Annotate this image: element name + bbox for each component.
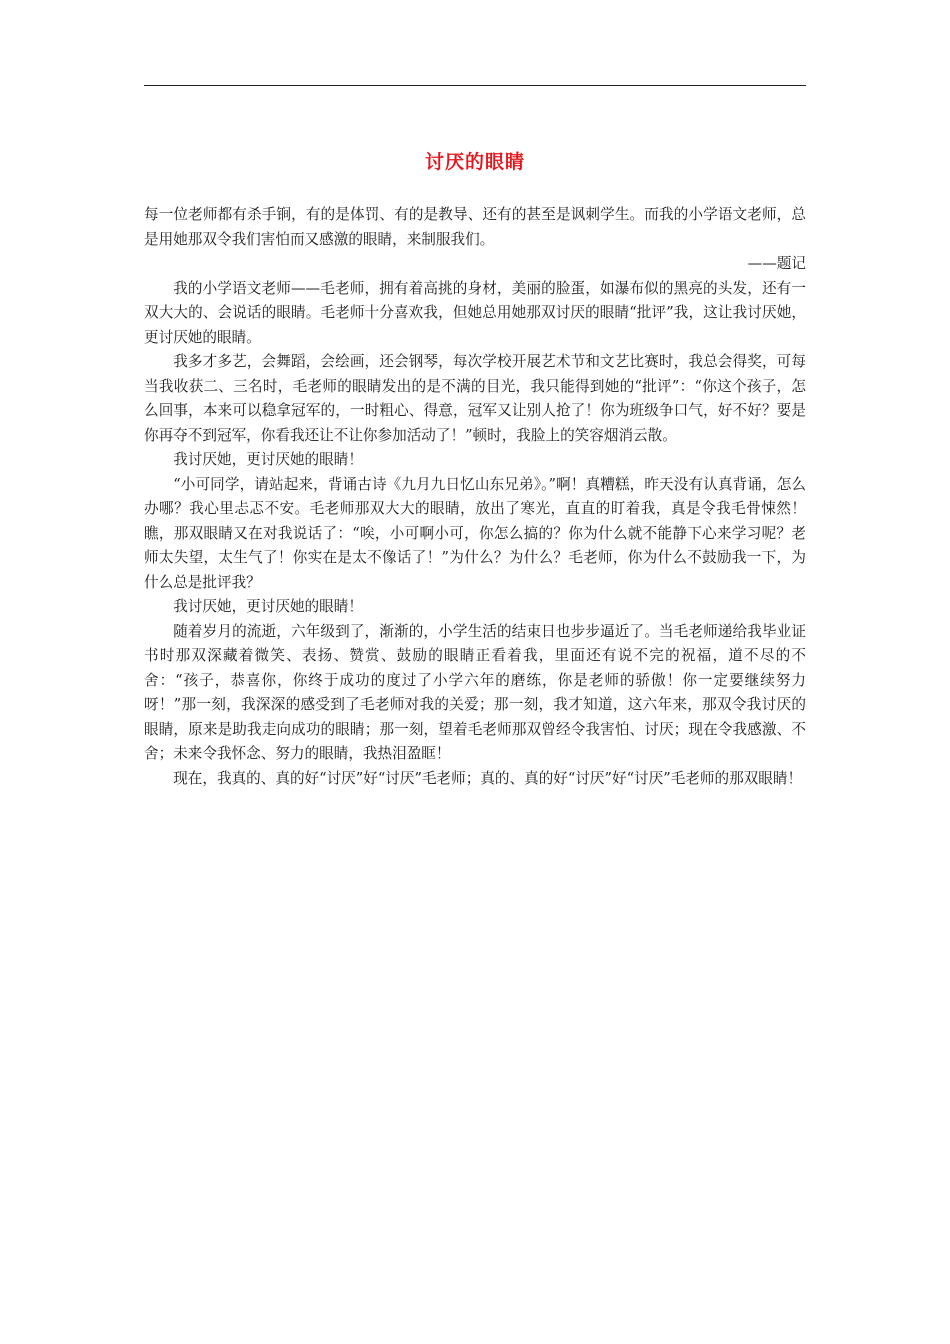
paragraph-2: 我多才多艺，会舞蹈，会绘画，还会钢琴，每次学校开展艺术节和文艺比赛时，我总会得奖，可每当我收获二、三名时，毛老师的眼睛发出的是不满的目光，我只能得到她的“批评”：“你这个孩子，怎么回事，本来可以稳拿冠军的，一时粗心、得意，冠军又让别人抢了！你为班级争口气，好不好？要是你再夺不到冠军，你看我还让不让你参加活动了！”顿时，我脸上的笑容烟消云散。: [144, 353, 806, 444]
article-body: [144, 203, 806, 791]
paragraph-5: 我讨厌她，更讨厌她的眼睛！: [173, 598, 363, 615]
article-title: 讨厌的眼睛: [424, 151, 525, 173]
paragraph-6: 随着岁月的流逝，六年级到了，渐渐的，小学生活的结束日也步步逼近了。当毛老师递给我毕业证书时那双深藏着微笑、表扬、赞赏、鼓励的眼睛正看着我，里面还有说不完的祝福，道不尽的不舍：“孩子，恭喜你，你终于成功的度过了小学六年的磨练，你是老师的骄傲！你一定要继续努力呀！”那一刻，我深深的感受到了毛老师对我的关爱；那一刻，我才知道，这六年来，那双令我讨厌的眼睛，原来是助我走向成功的眼睛；那一刻，望着毛老师那双曾经令我害怕、讨厌；现在令我感激、不舍；未来令我怀念、努力的眼睛，我热泪盈眶！: [144, 622, 806, 762]
paragraph-3: 我讨厌她，更讨厌她的眼睛！: [173, 451, 363, 468]
epigraph-signature: ——题记: [747, 255, 806, 272]
paragraph-4: “小可同学，请站起来，背诵古诗《九月九日忆山东兄弟》。”啊！真糟糕，昨天没有认真背诵，怎么办哪？我心里忐忑不安。毛老师那双大大的眼睛，放出了寒光，直直的盯着我，真是令我毛骨悚然！瞧，那双眼睛又在对我说话了：“唉，小可啊小可，你怎么搞的？你为什么就不能静下心来学习呢？老师太失望，太生气了！你实在是太不像话了！”为什么？为什么？毛老师，你为什么不鼓励我一下，为什么总是批评我？: [144, 475, 806, 591]
header-rule: [144, 85, 806, 86]
paragraph-1: 我的小学语文老师——毛老师，拥有着高挑的身材，美丽的脸蛋，如瀑布似的黑亮的头发，还有一双大大的、会说话的眼睛。毛老师十分喜欢我，但她总用她那双讨厌的眼睛“批评”我，这让我讨厌她，更讨厌她的眼睛。: [144, 279, 806, 346]
paragraph-7: 现在，我真的、真的好“讨厌”好“讨厌”毛老师；真的、真的好“讨厌”好“讨厌”毛老师的那双眼睛！: [173, 769, 803, 787]
epigraph: 每一位老师都有杀手锏，有的是体罚、有的是教导、还有的甚至是讽刺学生。而我的小学语文老师，总是用她那双令我们害怕而又感激的眼睛，来制服我们。: [144, 206, 806, 248]
